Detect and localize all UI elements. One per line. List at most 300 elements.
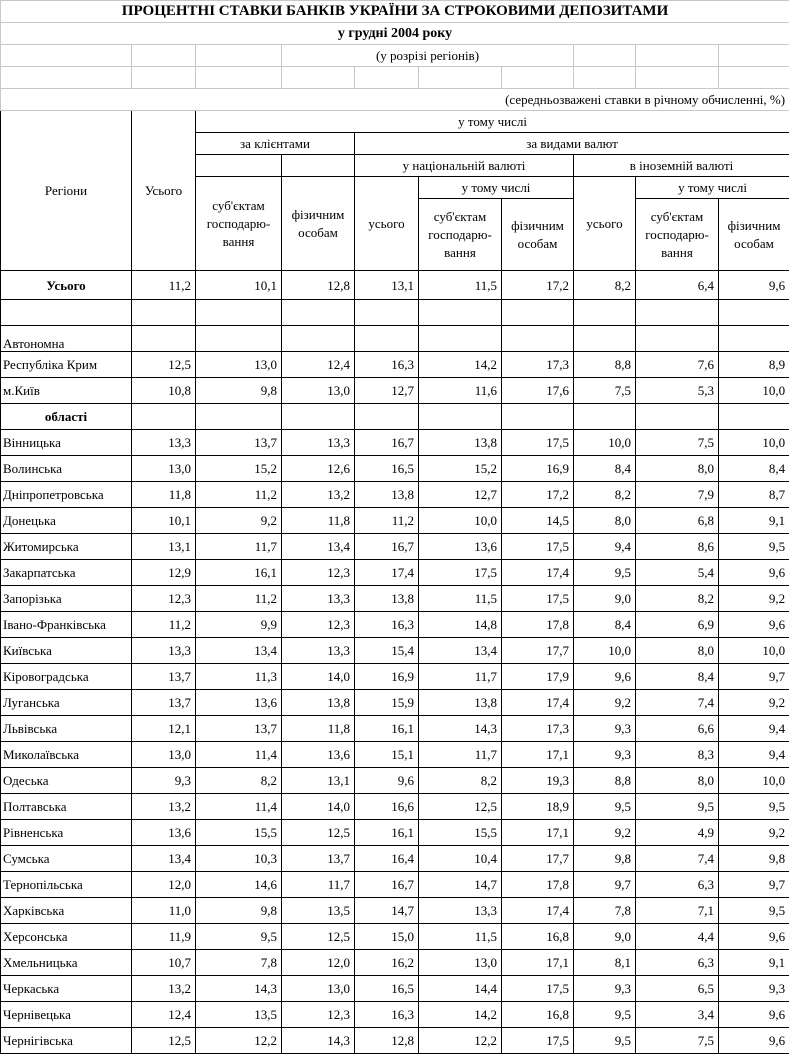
cell-value: 17,2 [502, 482, 574, 508]
cell-value: 9,3 [574, 742, 636, 768]
cell-value: 11,2 [132, 271, 196, 300]
cell-value: 15,9 [355, 690, 419, 716]
cell-value: 10,0 [719, 768, 789, 794]
row-label: Сумська [1, 846, 132, 872]
cell-value: 13,6 [196, 690, 282, 716]
cell-value: 11,8 [282, 508, 355, 534]
cell-value: 7,1 [636, 898, 719, 924]
cell-value: 13,4 [282, 534, 355, 560]
cell-value: 9,2 [196, 508, 282, 534]
cell-value: 15,5 [419, 820, 502, 846]
cell-value: 13,4 [196, 638, 282, 664]
header-including: у тому числі [196, 111, 789, 133]
cell-value: 10,0 [419, 508, 502, 534]
cell-value: 10,0 [719, 638, 789, 664]
table-row [1, 872, 789, 898]
cell-value: 13,7 [132, 664, 196, 690]
cell-value: 11,5 [419, 586, 502, 612]
cell-value: 9,6 [719, 1028, 789, 1054]
cell-value: 14,3 [196, 976, 282, 1002]
cell-value: 12,1 [132, 716, 196, 742]
cell-value: 16,7 [355, 430, 419, 456]
cell-value: 7,6 [636, 352, 719, 378]
header-regions: Регіони [1, 111, 132, 271]
cell-value: 9,8 [574, 846, 636, 872]
cell-value: 17,5 [502, 976, 574, 1002]
cell-value: 13,7 [196, 716, 282, 742]
cell-value: 9,5 [636, 794, 719, 820]
cell-value: 14,5 [502, 508, 574, 534]
row-label: Івано-Франківська [1, 612, 132, 638]
cell-value: 17,4 [502, 560, 574, 586]
cell-value: 15,2 [196, 456, 282, 482]
cell-value: 12,5 [132, 1028, 196, 1054]
cell-value: 17,5 [502, 586, 574, 612]
row-label: Хмельницька [1, 950, 132, 976]
table-row [1, 508, 789, 534]
cell-value: 14,2 [419, 1002, 502, 1028]
cell-value: 13,2 [132, 794, 196, 820]
table-row [1, 638, 789, 664]
header-by-clients: за клієнтами [196, 133, 355, 155]
cell-value: 12,3 [282, 612, 355, 638]
cell-value: 8,2 [419, 768, 502, 794]
header-foreign-currency: в іноземній валюті [574, 155, 789, 177]
cell-value: 9,3 [719, 976, 789, 1002]
cell-value: 9,2 [719, 690, 789, 716]
cell-value: 16,5 [355, 976, 419, 1002]
cell-value: 14,8 [419, 612, 502, 638]
cell-value: 13,6 [282, 742, 355, 768]
cell-value: 13,1 [132, 534, 196, 560]
cell-value: 16,1 [355, 716, 419, 742]
cell-value: 17,3 [502, 352, 574, 378]
header-national-business: суб'єктам господарю-вання [419, 199, 502, 271]
cell-value: 13,3 [282, 638, 355, 664]
cell-value: 12,7 [419, 482, 502, 508]
row-label: Миколаївська [1, 742, 132, 768]
cell-value: 9,8 [196, 898, 282, 924]
cell-value: 7,5 [636, 430, 719, 456]
cell-value: 14,0 [282, 794, 355, 820]
units-note: (середньозважені ставки в річному обчисленні, %) [1, 89, 789, 111]
cell-value: 17,5 [502, 1028, 574, 1054]
cell-value: 10,0 [574, 638, 636, 664]
header-national-currency: у національній валюті [355, 155, 574, 177]
cell-value: 9,6 [719, 271, 789, 300]
cell-value: 8,4 [719, 456, 789, 482]
cell-value: 5,3 [636, 378, 719, 404]
cell-value: 6,8 [636, 508, 719, 534]
cell-value: 10,4 [419, 846, 502, 872]
cell-value: 14,2 [419, 352, 502, 378]
cell-value: 16,2 [355, 950, 419, 976]
row-label: Житомирська [1, 534, 132, 560]
cell-value: 11,8 [132, 482, 196, 508]
cell-value: 8,4 [574, 612, 636, 638]
cell-value: 9,3 [574, 976, 636, 1002]
row-label: Рівненська [1, 820, 132, 846]
cell-value: 10,0 [719, 430, 789, 456]
cell-value: 6,5 [636, 976, 719, 1002]
cell-value: 9,5 [719, 898, 789, 924]
cell-value: 10,7 [132, 950, 196, 976]
cell-value: 9,8 [719, 846, 789, 872]
cell-value: 13,3 [419, 898, 502, 924]
cell-value: 9,4 [719, 742, 789, 768]
header-foreign-including: у тому числі [636, 177, 789, 199]
cell-value: 13,7 [132, 690, 196, 716]
cell-value: 17,5 [502, 430, 574, 456]
cell-value: 8,4 [636, 664, 719, 690]
cell-value: 13,0 [196, 352, 282, 378]
cell-value: 17,7 [502, 846, 574, 872]
row-label: Дніпропетровська [1, 482, 132, 508]
cell-value: 8,7 [719, 482, 789, 508]
cell-value: 8,6 [636, 534, 719, 560]
cell-value: 11,2 [355, 508, 419, 534]
row-label: Черкаська [1, 976, 132, 1002]
cell-value: 8,2 [574, 271, 636, 300]
cell-value: 12,6 [282, 456, 355, 482]
cell-value: 8,8 [574, 352, 636, 378]
cell-value: 7,5 [574, 378, 636, 404]
table-row [1, 612, 789, 638]
cell-value: 8,0 [636, 638, 719, 664]
cell-value: 9,0 [574, 924, 636, 950]
cell-value: 7,4 [636, 846, 719, 872]
cell-value: 9,6 [719, 924, 789, 950]
cell-value: 16,7 [355, 872, 419, 898]
cell-value: 10,0 [719, 378, 789, 404]
cell-value: 13,8 [355, 482, 419, 508]
header-business: суб'єктам господарю-вання [196, 177, 282, 271]
cell-value: 10,8 [132, 378, 196, 404]
cell-value: 9,6 [574, 664, 636, 690]
row-label: Усього [1, 271, 132, 300]
cell-value: 17,5 [419, 560, 502, 586]
table-row [1, 456, 789, 482]
cell-value: 12,0 [282, 950, 355, 976]
row-label: Волинська [1, 456, 132, 482]
cell-value: 13,0 [132, 742, 196, 768]
cell-value: 9,1 [719, 508, 789, 534]
cell-value: 16,9 [355, 664, 419, 690]
cell-value: 9,3 [132, 768, 196, 794]
cell-value: 11,7 [196, 534, 282, 560]
page-subtitle-regions: (у розрізі регіонів) [282, 45, 574, 67]
cell-value: 6,4 [636, 271, 719, 300]
cell-value: 11,4 [196, 794, 282, 820]
header-foreign-individuals: фізичним особам [719, 199, 789, 271]
cell-value: 5,4 [636, 560, 719, 586]
row-label: м.Київ [1, 378, 132, 404]
cell-value: 9,4 [719, 716, 789, 742]
page-subtitle: у грудні 2004 року [1, 23, 789, 45]
table-row [1, 768, 789, 794]
cell-value: 8,0 [636, 456, 719, 482]
cell-value: 17,7 [502, 638, 574, 664]
cell-value: 4,4 [636, 924, 719, 950]
header-by-currency: за видами валют [355, 133, 789, 155]
cell-value: 11,2 [196, 586, 282, 612]
cell-value: 7,4 [636, 690, 719, 716]
cell-value: 9,7 [719, 872, 789, 898]
row-label: Вінницька [1, 430, 132, 456]
cell-value: 13,4 [419, 638, 502, 664]
cell-value: 9,6 [355, 768, 419, 794]
page-title: ПРОЦЕНТНІ СТАВКИ БАНКІВ УКРАЇНИ ЗА СТРОКОВИМИ ДЕПОЗИТАМИ [1, 1, 789, 23]
row-label: Республіка Крим [1, 352, 132, 378]
cell-value: 15,2 [419, 456, 502, 482]
cell-value: 13,3 [132, 638, 196, 664]
cell-value: 16,7 [355, 534, 419, 560]
header-national-individuals: фізичним особам [502, 199, 574, 271]
cell-value: 16,3 [355, 1002, 419, 1028]
cell-value: 9,6 [719, 560, 789, 586]
cell-value: 11,6 [419, 378, 502, 404]
cell-value: 12,2 [419, 1028, 502, 1054]
table-row-crimea-line1 [1, 326, 789, 352]
cell-value: 8,1 [574, 950, 636, 976]
cell-value: 13,2 [282, 482, 355, 508]
table-row [1, 690, 789, 716]
cell-value: 8,9 [719, 352, 789, 378]
row-label: Полтавська [1, 794, 132, 820]
cell-value: 13,3 [282, 586, 355, 612]
cell-value: 9,7 [574, 872, 636, 898]
cell-value: 8,2 [574, 482, 636, 508]
cell-value: 17,4 [502, 690, 574, 716]
table-row [1, 820, 789, 846]
cell-value: 12,8 [355, 1028, 419, 1054]
cell-value: 9,2 [719, 820, 789, 846]
cell-value: 14,7 [419, 872, 502, 898]
cell-value: 11,7 [419, 664, 502, 690]
cell-value: 17,6 [502, 378, 574, 404]
cell-value: 13,8 [355, 586, 419, 612]
cell-value: 12,4 [282, 352, 355, 378]
cell-value: 17,8 [502, 612, 574, 638]
cell-value: 16,8 [502, 924, 574, 950]
cell-value: 7,5 [636, 1028, 719, 1054]
cell-value: 12,9 [132, 560, 196, 586]
cell-value: 13,6 [419, 534, 502, 560]
cell-value: 17,3 [502, 716, 574, 742]
cell-value: 11,9 [132, 924, 196, 950]
table-row [1, 950, 789, 976]
table-row [1, 560, 789, 586]
row-label: Львівська [1, 716, 132, 742]
cell-value: 14,7 [355, 898, 419, 924]
cell-value: 11,5 [419, 924, 502, 950]
table-row [1, 430, 789, 456]
table-row-crimea [1, 352, 789, 378]
row-label: Закарпатська [1, 560, 132, 586]
table-row-total [1, 271, 789, 300]
cell-value: 9,5 [719, 794, 789, 820]
cell-value: 15,5 [196, 820, 282, 846]
cell-value: 16,6 [355, 794, 419, 820]
row-label: Херсонська [1, 924, 132, 950]
cell-value: 7,8 [196, 950, 282, 976]
cell-value: 6,6 [636, 716, 719, 742]
cell-value: 9,5 [574, 560, 636, 586]
cell-value: 16,4 [355, 846, 419, 872]
cell-value: 17,4 [502, 898, 574, 924]
cell-value: 4,9 [636, 820, 719, 846]
cell-value: 13,3 [282, 430, 355, 456]
cell-value: 14,3 [419, 716, 502, 742]
cell-value: 9,5 [196, 924, 282, 950]
cell-value: 17,5 [502, 534, 574, 560]
header-total: Усього [132, 111, 196, 271]
cell-value: 9,5 [574, 1002, 636, 1028]
header-national-total: усього [355, 177, 419, 271]
cell-value: 8,8 [574, 768, 636, 794]
row-label: Автономна [1, 326, 132, 352]
cell-value: 16,1 [355, 820, 419, 846]
cell-value: 12,0 [132, 872, 196, 898]
table-row-kyiv-city [1, 378, 789, 404]
cell-value: 9,5 [574, 794, 636, 820]
cell-value: 9,0 [574, 586, 636, 612]
cell-value: 16,3 [355, 612, 419, 638]
cell-value: 17,1 [502, 820, 574, 846]
cell-value: 17,9 [502, 664, 574, 690]
cell-value: 9,5 [574, 1028, 636, 1054]
cell-value: 8,0 [574, 508, 636, 534]
cell-value: 17,1 [502, 742, 574, 768]
cell-value: 8,4 [574, 456, 636, 482]
table-row [1, 1028, 789, 1054]
cell-value: 14,4 [419, 976, 502, 1002]
cell-value: 13,0 [132, 456, 196, 482]
header-national-including: у тому числі [419, 177, 574, 199]
row-label: Одеська [1, 768, 132, 794]
cell-value: 12,8 [282, 271, 355, 300]
cell-value: 9,6 [719, 612, 789, 638]
cell-value: 16,1 [196, 560, 282, 586]
table-row [1, 794, 789, 820]
cell-value: 9,7 [719, 664, 789, 690]
cell-value: 17,2 [502, 271, 574, 300]
cell-value: 10,3 [196, 846, 282, 872]
table-row [1, 716, 789, 742]
cell-value: 12,3 [132, 586, 196, 612]
cell-value: 9,4 [574, 534, 636, 560]
cell-value: 11,7 [282, 872, 355, 898]
cell-value: 14,3 [282, 1028, 355, 1054]
cell-value: 13,8 [419, 430, 502, 456]
table-row [1, 976, 789, 1002]
cell-value: 13,3 [132, 430, 196, 456]
row-label: Чернівецька [1, 1002, 132, 1028]
cell-value: 13,8 [419, 690, 502, 716]
cell-value: 11,3 [196, 664, 282, 690]
cell-value: 7,8 [574, 898, 636, 924]
table-row [1, 586, 789, 612]
cell-value: 12,5 [132, 352, 196, 378]
cell-value: 12,3 [282, 560, 355, 586]
cell-value: 8,2 [636, 586, 719, 612]
row-label: Київська [1, 638, 132, 664]
cell-value: 19,3 [502, 768, 574, 794]
cell-value: 13,0 [419, 950, 502, 976]
cell-value: 12,4 [132, 1002, 196, 1028]
cell-value: 12,5 [419, 794, 502, 820]
cell-value: 11,0 [132, 898, 196, 924]
row-label: Чернігівська [1, 1028, 132, 1054]
cell-value: 12,5 [282, 820, 355, 846]
table-row [1, 534, 789, 560]
header-foreign-business: суб'єктам господарю-вання [636, 199, 719, 271]
cell-value: 18,9 [502, 794, 574, 820]
cell-value: 17,8 [502, 872, 574, 898]
cell-value: 11,4 [196, 742, 282, 768]
cell-value: 13,0 [282, 378, 355, 404]
cell-value: 16,5 [355, 456, 419, 482]
cell-value: 17,4 [355, 560, 419, 586]
cell-value: 13,5 [196, 1002, 282, 1028]
cell-value: 3,4 [636, 1002, 719, 1028]
cell-value: 13,2 [132, 976, 196, 1002]
row-label: Харківська [1, 898, 132, 924]
cell-value: 8,2 [196, 768, 282, 794]
row-label: Кіровоградська [1, 664, 132, 690]
cell-value: 9,1 [719, 950, 789, 976]
cell-value: 9,9 [196, 612, 282, 638]
table-row [1, 924, 789, 950]
cell-value: 16,3 [355, 352, 419, 378]
cell-value: 7,9 [636, 482, 719, 508]
cell-value: 9,8 [196, 378, 282, 404]
cell-value: 9,2 [574, 690, 636, 716]
row-label: Тернопільська [1, 872, 132, 898]
row-label: Луганська [1, 690, 132, 716]
table-row [1, 898, 789, 924]
cell-value: 8,0 [636, 768, 719, 794]
cell-value: 11,8 [282, 716, 355, 742]
cell-value: 11,2 [196, 482, 282, 508]
cell-value: 13,4 [132, 846, 196, 872]
table-row [1, 664, 789, 690]
cell-value: 16,9 [502, 456, 574, 482]
cell-value: 9,6 [719, 1002, 789, 1028]
cell-value: 9,2 [719, 586, 789, 612]
cell-value: 11,2 [132, 612, 196, 638]
cell-value: 13,0 [282, 976, 355, 1002]
cell-value: 16,8 [502, 1002, 574, 1028]
cell-value: 13,6 [132, 820, 196, 846]
cell-value: 15,1 [355, 742, 419, 768]
header-individuals: фізичним особам [282, 177, 355, 271]
cell-value: 11,5 [419, 271, 502, 300]
cell-value: 10,1 [196, 271, 282, 300]
cell-value: 13,1 [282, 768, 355, 794]
cell-value: 15,0 [355, 924, 419, 950]
cell-value: 13,5 [282, 898, 355, 924]
cell-value: 10,0 [574, 430, 636, 456]
cell-value: 11,7 [419, 742, 502, 768]
table-row [1, 482, 789, 508]
cell-value: 12,7 [355, 378, 419, 404]
cell-value: 14,0 [282, 664, 355, 690]
oblasti-label: області [1, 404, 132, 430]
cell-value: 14,6 [196, 872, 282, 898]
cell-value: 8,3 [636, 742, 719, 768]
table-row [1, 1002, 789, 1028]
